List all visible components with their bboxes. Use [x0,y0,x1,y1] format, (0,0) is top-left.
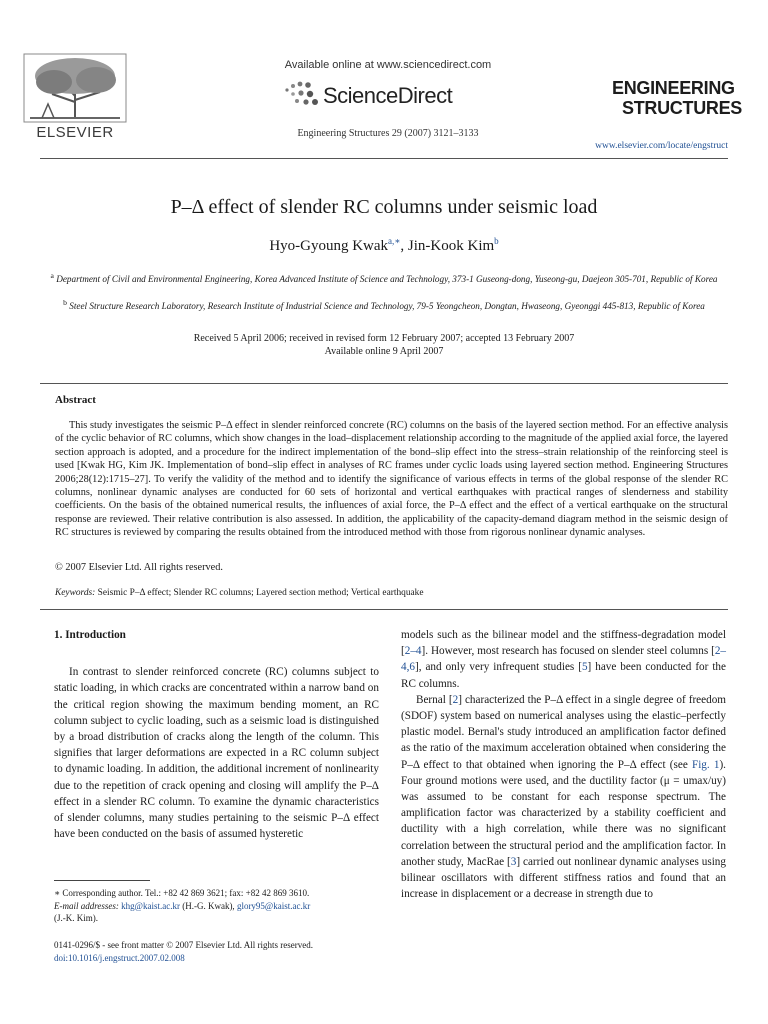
author-affiliation-mark[interactable]: b [494,236,499,246]
text-run: ], and only very infrequent studies [ [414,661,582,674]
email-link[interactable]: glory95@kaist.ac.kr [236,900,311,911]
author-separator: , [400,238,408,254]
issn-line: 0141-0296/$ - see front matter © 2007 Elsevier Ltd. All rights reserved. [54,940,314,950]
text-run: Bernal [ [416,693,453,706]
available-date: Available online 9 April 2007 [324,346,444,357]
abstract-top-divider [40,383,728,384]
header-divider [40,158,728,159]
footnotes [54,887,379,925]
journal-logo-line2: STRUCTURES [622,98,743,118]
abstract-heading: Abstract [55,394,96,406]
email-note [54,900,379,925]
citation-link[interactable]: 3 [510,855,517,868]
journal-logo-line1: ENGINEERING [612,78,735,98]
author-name: Hyo-Gyoung Kwak [269,238,389,254]
affiliation-text: Steel Structure Research Laboratory, Research Institute of Industrial Science and Technology, 79-5 Yeongcheon, Dongtan, Hwaseong, Gyeonggi 445-813, Republic of Korea [69,301,705,312]
author-name: Jin-Kook Kim [407,238,495,254]
corresponding-author-note: ∗ Corresponding author. Tel.: +82 42 869 3621; fax: +82 42 869 3610. [54,888,310,898]
article-title: P–Δ effect of slender RC columns under seismic load [170,196,598,218]
email-link[interactable]: khg@kaist.ac.kr [121,900,180,911]
doi-link[interactable]: doi:10.1016/j.engstruct.2007.02.008 [54,952,185,963]
email-label: E-mail addresses: [54,900,119,911]
publisher-name: ELSEVIER [36,124,114,141]
author-affiliation-mark[interactable]: a,∗ [388,236,401,246]
affiliation-b [40,296,728,313]
journal-logo [612,78,743,118]
email-owner: (H.-G. Kwak), [179,900,237,911]
citation-link[interactable]: 2–4 [404,645,422,658]
article-history [40,332,728,358]
intro-paragraph [401,627,726,692]
available-online-text[interactable]: Available online at www.sciencedirect.com [284,59,492,71]
citation-link[interactable]: 5 [581,661,588,674]
figure-link[interactable]: Fig. 1 [691,758,720,771]
journal-url-link[interactable]: www.elsevier.com/locate/engstruct [595,141,728,151]
citation-link[interactable]: 2–4,6 [401,645,726,674]
abstract-paragraph: This study investigates the seismic P–Δ effect in slender reinforced concrete (RC) columns on the basis of the layered section method. For an effective analysis of the cyclic behavior of RC columns, which show changes in the load–displacement relationship according to the magnitude of the applied axial force, the layered section approach is adopted, and a procedure for the indirect implementation of the bond–slip effect into the stress–strain relationship of the reinforcing steel is used [Kwak HG, Kim JK. Implementation of bond–slip effect in analyses of RC frames under cyclic loads using layered section method. Engineering Structures 2006;28(12):1715–27]. To verify the validity of the method and to identify the significance of various effects in terms of the global response of the slender RC columns, nonlinear dynamic analyses are conducted for 60 sets of horizontal and vertical earthquakes with practical ranges of slenderness and stability coefficients. On the basis of the obtained numerical results, the influences of axial force, the P–Δ effect and the effect of a vertical earthquake on the structural response are reviewed. Their relative contribution is also assessed. In addition, the applicability of the capacity-demand diagram method in the seismic design of RC structures is reviewed by comparing the results obtained from the introduced method with those from rigorous nonlinear dynamic analyses. [55,420,728,539]
footnote-divider [54,880,150,881]
affiliation-mark: a [50,271,54,280]
sciencedirect-dots-icon [281,78,321,108]
keywords-label: Keywords: [55,588,96,598]
text-run: models such as the bilinear model and the stiffness-degradation model [ [401,629,726,658]
left-column [54,627,379,842]
affiliation-a [40,269,728,286]
text-run: ] carried out nonlinear dynamic analyses using bilinear oscillators with different stiffness ratios and found that an increase in displacement or a decrease in strength due to [401,855,726,901]
affiliation-mark: b [63,298,67,307]
citation-link[interactable]: 2 [452,693,459,706]
intro-paragraph [401,692,726,903]
right-column [401,627,726,902]
text-run: ). Four ground motions were used, and the ductility factor (μ = umax/uy) was assumed to be constant for each response spectrum. The amplification factor was characterized by a stability coefficient and ductility with a high correlation, while there was no significant correlation between the structural period and the amplification factor. In another study, MacRae [ [401,758,726,868]
intro-paragraph: In contrast to slender reinforced concrete (RC) columns subject to static loading, in which cracks are concentrated within a narrow band on the critical region showing the maximum bending moment, an RC column subject to cyclic loading, such as a seismic load is distinguished by a broad distribution of cracks along the length of the column. This signifies that larger deformations are expected in a RC column subject to dynamic loading. In addition, the additional increment of nonlinearity due to the repetition of crack opening and closing will amplify the P–Δ effect in a slender RC column. To examine the dynamic characteristics of slender columns, many studies pertaining to the seismic P–Δ effect have been conducted on the basis of assumed hysteretic [54,666,379,841]
author-list [40,236,728,255]
received-dates: Received 5 April 2006; received in revised form 12 February 2007; accepted 13 February 2007 [193,333,575,344]
keywords [55,588,728,598]
abstract-bottom-divider [40,609,728,610]
keywords-list: Seismic P–Δ effect; Slender RC columns; Layered section method; Vertical earthquake [97,588,424,598]
text-run: ] characterized the P–Δ effect in a single degree of freedom (SDOF) system based on numerical analyses using the elastic–perfectly plastic model. Bernal's study introduced an amplification factor defined as the ratio of the maximum acceleration obtained when considering the P–Δ effect to that obtained when ignoring the P–Δ effect (see [401,693,727,771]
sciencedirect-logo-text: ScienceDirect [323,83,453,108]
section-heading: 1. Introduction [54,629,126,641]
email-owner: (J.-K. Kim). [54,913,98,923]
issn-block [54,939,379,964]
abstract-copyright: © 2007 Elsevier Ltd. All rights reserved. [55,562,223,573]
abstract-body [55,419,728,540]
text-run: ]. However, most research has focused on slender steel columns [ [421,645,715,658]
affiliation-text: Department of Civil and Environmental Engineering, Korea Advanced Institute of Science and Technology, 373-1 Guseong-dong, Yuseong-gu, Daejeon 305-701, Republic of Korea [56,274,718,285]
text-run: ] have been conducted for the RC columns. [401,661,726,690]
journal-reference: Engineering Structures 29 (2007) 3121–3133 [297,128,479,139]
